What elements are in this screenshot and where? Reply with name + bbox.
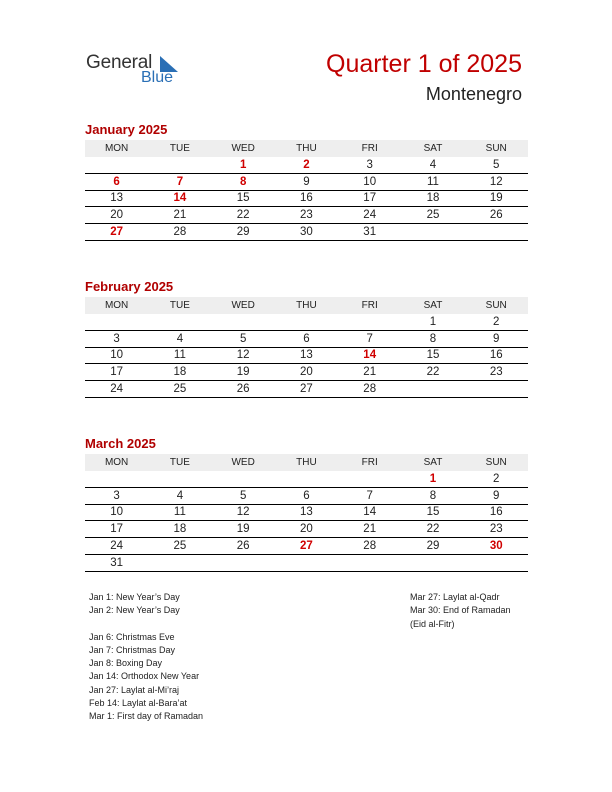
holiday-note: Feb 14: Laylat al-Bara’at: [89, 698, 188, 709]
holiday-day-cell: 14: [363, 349, 377, 362]
day-cell: 2: [493, 472, 500, 485]
day-cell: 29: [236, 226, 250, 239]
day-cell: 8: [429, 332, 437, 345]
week-row: [85, 348, 528, 365]
weekday-header-row: [85, 297, 528, 314]
day-cell: 21: [173, 209, 187, 222]
weekday-label: THU: [296, 143, 317, 154]
day-cell: 22: [426, 523, 440, 536]
day-cell: 20: [300, 523, 313, 536]
holiday-note: Jan 8: Boxing Day: [89, 658, 163, 669]
week-row: [85, 488, 528, 505]
weekday-label: SAT: [423, 457, 443, 468]
month-name: January 2025: [85, 122, 168, 137]
day-cell: 13: [110, 192, 124, 205]
weekday-label: FRI: [361, 457, 378, 468]
holiday-note: Jan 6: Christmas Eve: [89, 631, 175, 642]
week-row: [85, 157, 528, 174]
page-title: Quarter 1 of 2025: [326, 50, 522, 78]
day-cell: 22: [236, 209, 250, 222]
holiday-day-cell: 8: [239, 175, 247, 188]
day-cell: 18: [173, 523, 187, 536]
day-cell: 10: [363, 175, 377, 188]
holiday-note: Jan 7: Christmas Day: [89, 644, 176, 655]
day-cell: 28: [363, 383, 377, 396]
day-cell: 16: [489, 506, 503, 519]
day-cell: 27: [300, 383, 313, 396]
weekday-label: MON: [104, 457, 129, 468]
month-march: [85, 436, 528, 572]
weekday-label: SUN: [485, 143, 507, 154]
weekday-label: WED: [231, 300, 255, 311]
day-cell: 11: [173, 506, 186, 519]
month-january: [85, 122, 528, 241]
weekday-header-row: [85, 454, 528, 471]
week-row: [85, 521, 528, 538]
weekday-label: THU: [296, 300, 317, 311]
day-cell: 5: [493, 158, 500, 171]
week-row: [85, 191, 528, 208]
weekday-label: WED: [231, 457, 255, 468]
day-cell: 17: [110, 366, 124, 379]
day-cell: 19: [489, 192, 503, 205]
day-cell: 16: [489, 349, 503, 362]
holiday-day-cell: 1: [429, 472, 437, 485]
weekday-label: SAT: [423, 143, 443, 154]
week-row: [85, 381, 528, 398]
holiday-day-cell: 2: [303, 158, 310, 171]
day-cell: 26: [236, 540, 250, 553]
week-row: [85, 505, 528, 522]
week-row: [85, 331, 528, 348]
day-cell: 3: [113, 332, 120, 345]
day-cell: 9: [493, 332, 500, 345]
holiday-day-cell: 7: [176, 175, 184, 188]
day-cell: 19: [236, 366, 250, 379]
day-cell: 4: [176, 489, 184, 502]
day-cell: 7: [366, 489, 373, 502]
week-row: [85, 538, 528, 555]
day-cell: 23: [489, 523, 503, 536]
weekday-label: TUE: [169, 300, 190, 311]
day-cell: 13: [300, 506, 313, 519]
day-cell: 20: [300, 366, 313, 379]
week-row: [85, 174, 528, 191]
day-cell: 31: [363, 226, 377, 239]
day-cell: 25: [173, 540, 187, 553]
weekday-label: TUE: [169, 143, 190, 154]
holiday-note: Mar 30: End of Ramadan: [410, 605, 511, 616]
day-cell: 5: [239, 332, 247, 345]
weekday-label: FRI: [361, 143, 378, 154]
day-cell: 1: [429, 315, 437, 328]
day-cell: 19: [236, 523, 250, 536]
day-cell: 30: [300, 226, 313, 239]
holiday-notes-left: [89, 591, 203, 724]
day-cell: 3: [366, 158, 373, 171]
month-february: [85, 279, 528, 398]
holiday-day-cell: 1: [239, 158, 247, 171]
day-cell: 24: [110, 540, 124, 553]
day-cell: 9: [493, 489, 500, 502]
month-name: February 2025: [85, 279, 174, 294]
day-cell: 28: [363, 540, 377, 553]
day-cell: 29: [426, 540, 440, 553]
day-cell: 26: [236, 383, 250, 396]
week-row: [85, 314, 528, 331]
day-cell: 24: [363, 209, 377, 222]
day-cell: 24: [110, 383, 124, 396]
day-cell: 9: [303, 175, 310, 188]
day-cell: 3: [113, 489, 120, 502]
weekday-label: SUN: [485, 300, 507, 311]
weekday-label: TUE: [169, 457, 190, 468]
week-row: [85, 364, 528, 381]
day-cell: 23: [489, 366, 503, 379]
holiday-day-cell: 14: [173, 192, 187, 205]
day-cell: 22: [426, 366, 440, 379]
weekday-label: WED: [231, 143, 255, 154]
weekday-header-row: [85, 140, 528, 157]
weekday-label: SUN: [485, 457, 507, 468]
day-cell: 14: [363, 506, 377, 519]
holiday-note: Mar 27: Laylat al-Qadr: [410, 592, 500, 602]
holiday-note: Mar 1: First day of Ramadan: [89, 711, 204, 722]
day-cell: 23: [300, 209, 313, 222]
weekday-label: THU: [296, 457, 317, 468]
day-cell: 4: [429, 158, 437, 171]
week-row: [85, 207, 528, 224]
holiday-day-cell: 27: [110, 226, 124, 239]
day-cell: 15: [426, 506, 440, 519]
holiday-notes-right: [410, 591, 511, 631]
day-cell: 11: [173, 349, 186, 362]
holiday-day-cell: 6: [113, 175, 120, 188]
day-cell: 26: [489, 209, 503, 222]
day-cell: 13: [300, 349, 313, 362]
day-cell: 17: [110, 523, 124, 536]
weekday-label: MON: [104, 300, 129, 311]
weekday-label: SAT: [423, 300, 443, 311]
week-row: [85, 471, 528, 488]
weekday-label: MON: [104, 143, 129, 154]
holiday-day-cell: 30: [489, 540, 503, 553]
day-cell: 25: [426, 209, 440, 222]
holiday-note: Jan 2: New Year’s Day: [89, 605, 180, 616]
day-cell: 6: [303, 332, 310, 345]
holiday-day-cell: 27: [300, 540, 313, 553]
day-cell: 16: [300, 192, 313, 205]
day-cell: 11: [426, 175, 439, 188]
holiday-note: (Eid al-Fitr): [410, 618, 455, 629]
country-name: Montenegro: [425, 84, 522, 104]
day-cell: 4: [176, 332, 184, 345]
day-cell: 17: [363, 192, 377, 205]
day-cell: 12: [236, 506, 250, 519]
logo-general-text: General: [86, 52, 153, 73]
day-cell: 25: [173, 383, 187, 396]
holiday-note: Jan 1: New Year’s Day: [89, 592, 180, 602]
day-cell: 31: [110, 556, 124, 569]
day-cell: 21: [363, 523, 377, 536]
day-cell: 15: [236, 192, 250, 205]
week-row: [85, 555, 528, 572]
holiday-note: Jan 14: Orthodox New Year: [89, 671, 200, 682]
day-cell: 6: [303, 489, 310, 502]
day-cell: 2: [493, 315, 500, 328]
logo-blue-text: Blue: [141, 69, 174, 86]
day-cell: 20: [110, 209, 124, 222]
day-cell: 15: [426, 349, 440, 362]
week-row: [85, 224, 528, 241]
day-cell: 18: [173, 366, 187, 379]
weekday-label: FRI: [361, 300, 378, 311]
day-cell: 12: [236, 349, 250, 362]
day-cell: 18: [426, 192, 440, 205]
day-cell: 10: [110, 349, 124, 362]
day-cell: 5: [239, 489, 247, 502]
day-cell: 7: [366, 332, 373, 345]
day-cell: 10: [110, 506, 124, 519]
day-cell: 21: [363, 366, 377, 379]
day-cell: 12: [489, 175, 503, 188]
day-cell: 8: [429, 489, 437, 502]
day-cell: 28: [173, 226, 187, 239]
holiday-note: Jan 27: Laylat al-Mi’raj: [89, 684, 180, 695]
logo: [86, 52, 174, 86]
month-name: March 2025: [85, 436, 156, 451]
